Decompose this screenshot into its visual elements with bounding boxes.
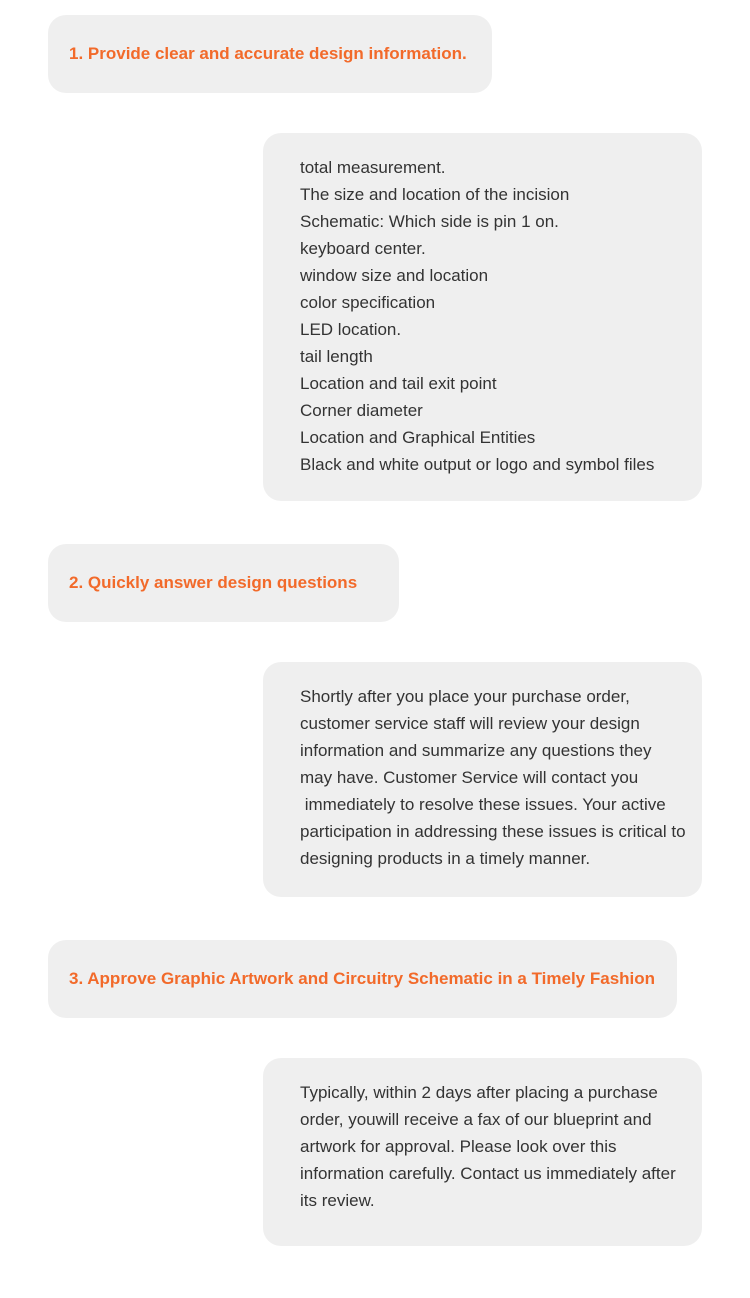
section-3-line: order, youwill receive a fax of our blueprint and — [300, 1110, 652, 1129]
section-1-heading: 1. Provide clear and accurate design information. — [69, 44, 467, 63]
section-2-line: customer service staff will review your design — [300, 714, 640, 733]
section-1-line: window size and location — [300, 266, 489, 285]
section-1-line: The size and location of the incision — [300, 185, 570, 204]
section-1-line: LED location. — [300, 320, 402, 339]
section-1-line: total measurement. — [300, 158, 446, 177]
section-1-line: Black and white output or logo and symbol files — [300, 455, 655, 474]
section-2-content-box — [263, 662, 702, 897]
section-1-line: color specification — [300, 293, 436, 312]
section-1-content-box — [263, 133, 702, 501]
section-1-heading-box — [48, 15, 492, 93]
section-2-line: may have. Customer Service will contact you — [300, 768, 639, 787]
section-2-heading: 2. Quickly answer design questions — [69, 573, 358, 592]
section-3-line: Typically, within 2 days after placing a purchase — [300, 1083, 658, 1102]
section-3-line: its review. — [300, 1191, 375, 1210]
section-2-line: participation in addressing these issues is critical to — [300, 822, 686, 841]
section-3-heading: 3. Approve Graphic Artwork and Circuitry Schematic in a Timely Fashion — [69, 969, 656, 988]
section-2-line: Shortly after you place your purchase order, — [300, 687, 630, 706]
section-2-heading-box — [48, 544, 399, 622]
section-3-content-box — [263, 1058, 702, 1246]
section-2-line: immediately to resolve these issues. Your active — [300, 795, 666, 814]
section-1-line: Corner diameter — [300, 401, 423, 420]
section-3-heading-box — [48, 940, 677, 1018]
section-1-line: keyboard center. — [300, 239, 426, 258]
section-2-line: designing products in a timely manner. — [300, 849, 591, 868]
section-1-line: Location and tail exit point — [300, 374, 497, 393]
section-1-line: tail length — [300, 347, 373, 366]
section-2-line: information and summarize any questions they — [300, 741, 652, 760]
section-3-line: artwork for approval. Please look over this — [300, 1137, 617, 1156]
section-1-line: Location and Graphical Entities — [300, 428, 536, 447]
section-3-line: information carefully. Contact us immediately after — [300, 1164, 676, 1183]
section-1-line: Schematic: Which side is pin 1 on. — [300, 212, 559, 231]
